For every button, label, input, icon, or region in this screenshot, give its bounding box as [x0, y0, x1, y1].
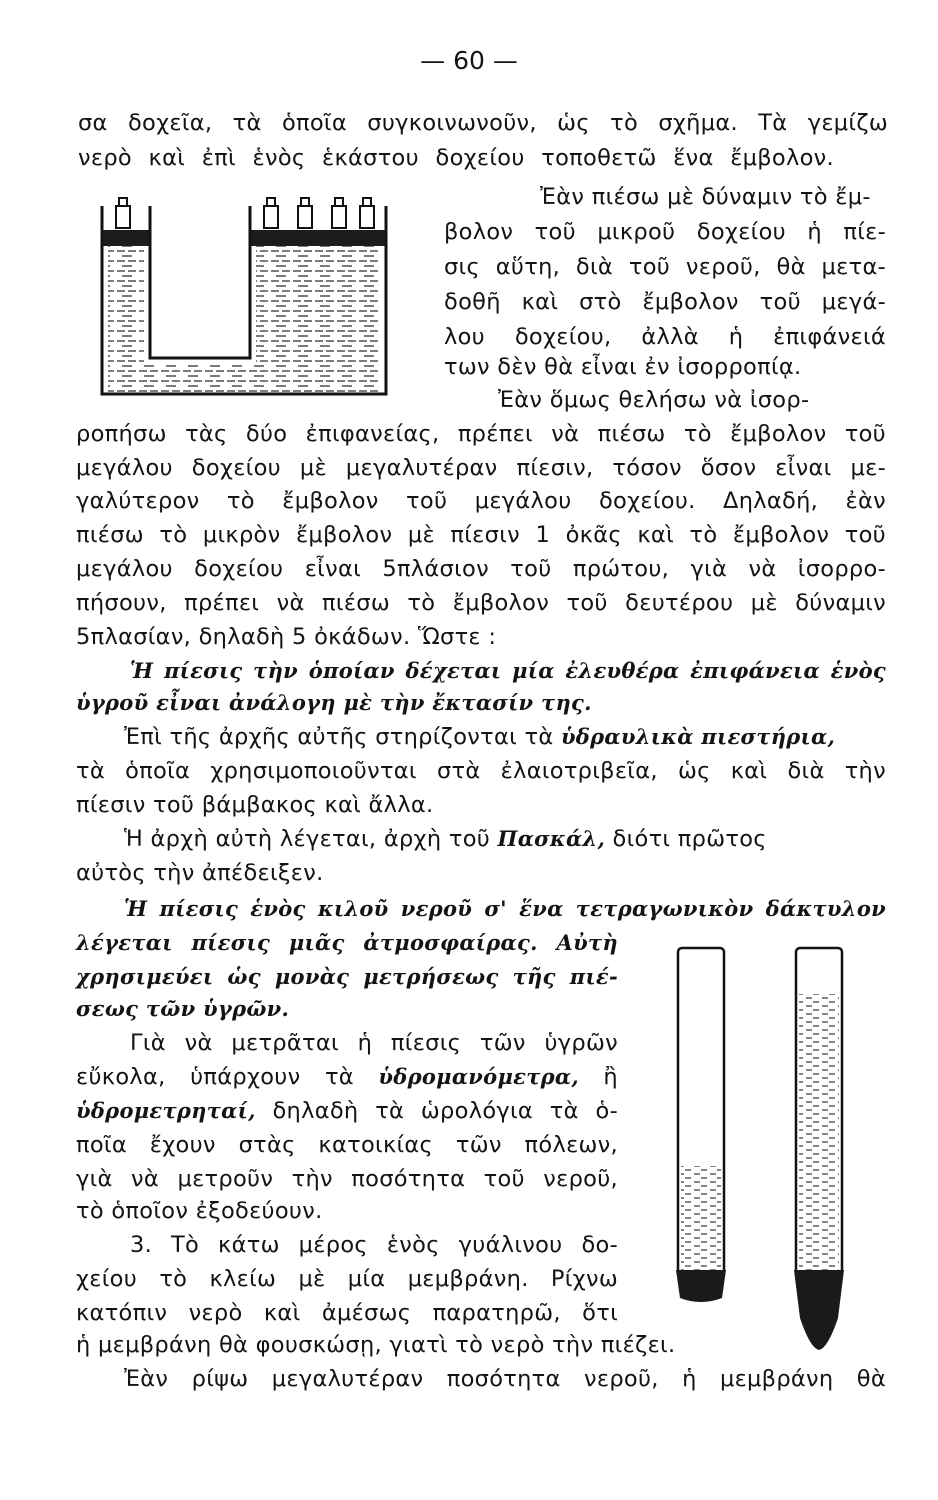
text-line: πιέσω τὸ μικρὸν ἔμβολον μὲ πίεσιν 1 ὀκᾶς καὶ τὸ ἔμβολον τοῦ — [76, 522, 886, 548]
tube-water-level — [799, 994, 839, 1274]
text-line: εὔκολα, ὑπάρχουν τὰ ὑδρομανόμετρα, ἢ — [76, 1064, 618, 1090]
rule-statement: λέγεται πίεσις μιᾶς ἀτμοσφαίρας. Αὐτὴ — [76, 930, 618, 955]
text-line: σα δοχεῖα, τὰ ὁποῖα συγκοινωνοῦν, ὡς τὸ σχῆμα. Τὰ γεμίζω — [78, 110, 888, 136]
text-line: Γιὰ νὰ μετρᾶται ἡ πίεσις τῶν ὑγρῶν — [130, 1030, 618, 1056]
flat-membrane — [676, 1270, 726, 1302]
text-line: Ἐπὶ τῆς ἀρχῆς αὐτῆς στηρίζονται τὰ ὑδραυλικὰ πιεστήρια, — [124, 724, 836, 750]
communicating-vessels-figure — [94, 188, 400, 400]
text-line: Ἐὰν πιέσω μὲ δύναμιν τὸ ἔμ- — [540, 184, 871, 210]
text-line: μεγάλου δοχείου εἶναι 5πλάσιον τοῦ πρώτου, γιὰ νὰ ἰσορρο- — [76, 556, 886, 582]
text-line: Ἐὰν ρίψω μεγαλυτέραν ποσότητα νεροῦ, ἡ μεμβράνη θὰ — [124, 1366, 886, 1392]
text-line: βολον τοῦ μικροῦ δοχείου ἡ πίε- — [444, 219, 886, 245]
text-line: των δὲν θὰ εἶναι ἐν ἰσορροπίᾳ. — [444, 354, 802, 380]
text-line: πήσουν, πρέπει νὰ πιέσω τὸ ἔμβολον τοῦ δευτέρου μὲ δύναμιν — [76, 590, 886, 616]
rule-statement: σεως τῶν ὑγρῶν. — [76, 996, 290, 1021]
text-line: 5πλασίαν, δηλαδὴ 5 ὀκάδων. Ὥστε : — [76, 624, 497, 650]
rule-statement: Ἡ πίεσις ἑνὸς κιλοῦ νεροῦ σ' ἕνα τετραγωνικὸν δάκτυλον — [124, 896, 886, 921]
rule-statement: χρησιμεύει ὡς μονὰς μετρήσεως τῆς πιέ- — [76, 964, 618, 989]
text-line: ποῖα ἔχουν στὰς κατοικίας τῶν πόλεων, — [76, 1132, 618, 1158]
large-piston — [251, 230, 385, 246]
text-line: λου δοχείου, ἀλλὰ ἡ ἐπιφάνειά — [444, 324, 886, 350]
term-pascal: Πασκάλ, — [497, 826, 606, 851]
text-line: αὐτὸς τὴν ἀπέδειξεν. — [76, 860, 324, 886]
text-line: χείου τὸ κλείω μὲ μία μεμβράνη. Ρίχνω — [76, 1266, 618, 1292]
rule-statement: ὑγροῦ εἶναι ἀνάλογη μὲ τὴν ἔκτασίν της. — [76, 690, 592, 715]
text-line: τὰ ὁποῖα χρησιμοποιοῦνται στὰ ἐλαιοτριβεῖα, ὡς καὶ διὰ τὴν — [76, 758, 886, 784]
tube-water-level — [681, 1166, 721, 1274]
text-line: ὑδρομετρηταί, δηλαδὴ τὰ ὡρολόγια τὰ ὁ- — [76, 1098, 618, 1124]
term-water-meter: ὑδρομετρηταί, — [76, 1098, 256, 1123]
page-number: — 60 — — [420, 46, 518, 75]
glass-tubes-figure — [660, 940, 896, 1358]
text-line: 3. Τὸ κάτω μέρος ἑνὸς γυάλινου δο- — [130, 1232, 618, 1258]
term-hydromanometer: ὑδρομανόμετρα, — [378, 1064, 579, 1089]
text-line: γιὰ νὰ μετροῦν τὴν ποσότητα τοῦ νεροῦ, — [76, 1166, 618, 1192]
glass-tube-right — [794, 948, 844, 1350]
piston-weights — [116, 198, 374, 228]
text-line: μεγάλου δοχείου μὲ μεγαλυτέραν πίεσιν, τόσον ὅσον εἶναι με- — [76, 455, 886, 481]
text-line: πίεσιν τοῦ βάμβακος καὶ ἄλλα. — [76, 792, 434, 818]
text-line: γαλύτερον τὸ ἔμβολον τοῦ μεγάλου δοχείου. Δηλαδή, ἐὰν — [76, 488, 886, 514]
rule-statement: Ἡ πίεσις τὴν ὁποίαν δέχεται μία ἐλευθέρα ἐπιφάνεια ἑνὸς — [130, 658, 886, 683]
text-line: δοθῆ καὶ στὸ ἔμβολον τοῦ μεγά- — [444, 289, 886, 315]
bulging-membrane — [794, 1270, 844, 1350]
text-line: ἡ μεμβράνη θὰ φουσκώσῃ, γιατὶ τὸ νερὸ τὴν πιέζει. — [76, 1332, 676, 1358]
text-line: νερὸ καὶ ἐπὶ ἑνὸς ἑκάστου δοχείου τοποθετῶ ἕνα ἔμβολον. — [78, 145, 834, 171]
text-line: Ἐὰν ὅμως θελήσω νὰ ἰσορ- — [498, 387, 810, 413]
glass-tube-left — [676, 948, 726, 1302]
text-line: κατόπιν νερὸ καὶ ἀμέσως παρατηρῶ, ὅτι — [76, 1300, 618, 1326]
text-line: τὸ ὁποῖον ἐξοδεύουν. — [76, 1198, 323, 1224]
text-line: Ἡ ἀρχὴ αὐτὴ λέγεται, ἀρχὴ τοῦ Πασκάλ, διότι πρῶτος — [124, 826, 767, 852]
term-hydraulic-press: ὑδραυλικὰ πιεστήρια, — [560, 724, 836, 749]
text-line: σις αὕτη, διὰ τοῦ νεροῦ, θὰ μετα- — [444, 254, 886, 280]
text-line: ροπήσω τὰς δύο ἐπιφανείας, πρέπει νὰ πιέσω τὸ ἔμβολον τοῦ — [76, 421, 886, 447]
small-piston — [103, 230, 149, 246]
